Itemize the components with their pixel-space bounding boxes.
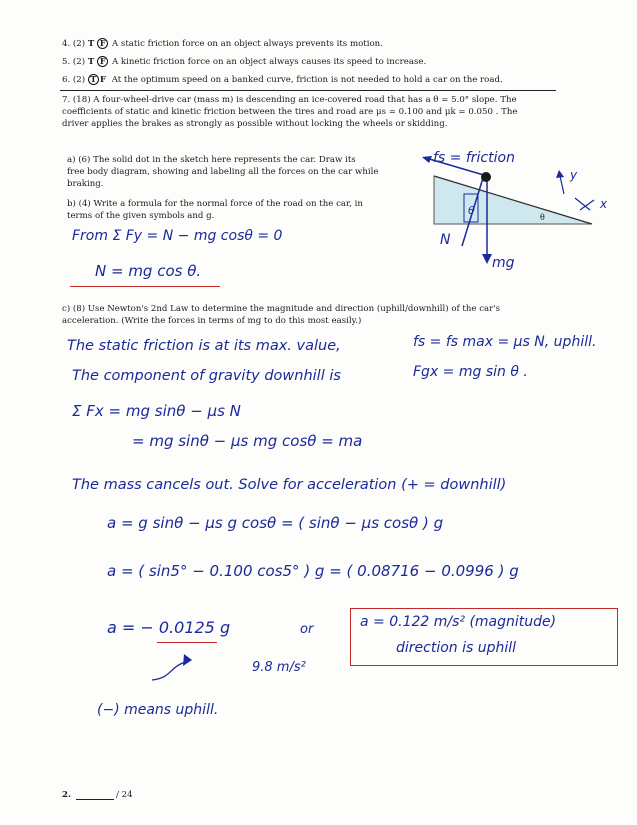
part-b-line-1: b) (4) Write a formula for the normal force of the road on the car, in <box>67 199 363 209</box>
hw-accel-formula: a = g sinθ − μs g cosθ = ( sinθ − μs cosθ ) g <box>107 514 444 532</box>
gravity-label: mg <box>492 255 515 271</box>
question-text: A kinetic friction force on an object always causes its speed to increase. <box>111 57 427 67</box>
answer-underline <box>70 286 220 287</box>
divider <box>60 90 556 91</box>
part-a-line-1: a) (6) The solid dot in the sketch here represents the car. Draw its <box>67 155 356 165</box>
hw-direction: direction is uphill <box>396 640 517 656</box>
hw-fgx: Fgx = mg sin θ . <box>413 364 528 380</box>
friction-label: fs = friction <box>433 150 515 166</box>
hw-accel-numeric: a = ( sin5° − 0.100 cos5° ) g = ( 0.08716 − 0.0996 ) g <box>107 562 519 580</box>
inner-angle-label: θ <box>468 204 475 217</box>
part-a-line-2: free body diagram, showing and labeling all the forces on the car while <box>67 167 379 177</box>
hw-static-friction: The static friction is at its max. value, <box>67 338 341 354</box>
score-blank <box>76 799 114 800</box>
tf-question-6 <box>62 74 503 86</box>
true-option[interactable]: T <box>87 57 95 67</box>
tf-question-4 <box>62 38 383 50</box>
hw-newton-eq: = mg sinθ − μs mg cosθ = ma <box>132 432 363 450</box>
false-option-circled[interactable]: F <box>97 56 108 67</box>
problem-7-line-2: coefficients of static and kinetic friction between the tires and road are μs = 0.100 and μk = 0.050 . The <box>62 107 518 117</box>
problem-7-line-1: 7. (18) A four-wheel-drive car (mass m) is descending an ice-covered road that has a θ = 5.0° slope. The <box>62 95 517 105</box>
gravity-arrowhead <box>482 254 492 264</box>
corner-angle-label: θ <box>540 213 545 222</box>
x-axis-label: x <box>600 197 608 211</box>
part-b-answer-normal: N = mg cos θ. <box>95 262 202 280</box>
car-dot <box>481 172 491 182</box>
false-option-circled[interactable]: F <box>97 38 108 49</box>
hw-gravity-component: The component of gravity downhill is <box>72 368 341 384</box>
part-a-line-3: braking. <box>67 179 104 189</box>
true-option-circled[interactable]: T <box>88 74 99 85</box>
hw-sum-fx: Σ Fx = mg sinθ − μs N <box>72 402 241 420</box>
hw-g-value: 9.8 m/s² <box>252 660 306 675</box>
hw-magnitude: a = 0.122 m/s² (magnitude) <box>360 614 557 630</box>
y-axis-arrowhead <box>556 170 564 178</box>
hw-fs-max: fs = fs max = μs N, uphill. <box>413 334 597 350</box>
uphill-note-arrowhead <box>183 654 192 666</box>
question-text: At the optimum speed on a banked curve, friction is not needed to hold a car on the road. <box>111 75 503 85</box>
y-axis-arrow <box>560 176 564 194</box>
annotation-arrows <box>150 628 230 688</box>
true-option[interactable]: T <box>87 39 95 49</box>
question-number: 6. (2) <box>62 75 86 85</box>
hw-accel-result: a = − 0.0125 g <box>107 618 231 637</box>
hw-mass-cancels: The mass cancels out. Solve for acceleration (+ = downhill) <box>72 477 507 493</box>
false-option[interactable]: F <box>99 75 106 85</box>
part-c-line-1: c) (8) Use Newton's 2nd Law to determine the magnitude and direction (uphill/downhill) of the car's <box>62 304 501 314</box>
score-total: / 24 <box>116 790 133 800</box>
friction-arrowhead <box>422 156 432 163</box>
hw-uphill-meaning: (−) means uphill. <box>97 702 219 718</box>
y-axis-label: y <box>570 168 578 182</box>
tf-question-5 <box>62 56 426 68</box>
page-number: 2. <box>62 790 71 800</box>
hw-or: or <box>300 622 314 637</box>
uphill-note-arrow <box>152 662 186 680</box>
question-text: A static friction force on an object always prevents its motion. <box>111 39 383 49</box>
normal-force-label: N <box>440 232 451 248</box>
question-number: 5. (2) <box>62 57 86 67</box>
part-b-line-2: terms of the given symbols and g. <box>67 211 215 221</box>
part-b-answer-sum: From Σ Fy = N − mg cosθ = 0 <box>72 228 283 244</box>
free-body-diagram <box>420 148 610 288</box>
problem-7-line-3: driver applies the brakes as strongly as possible without locking the wheels or skidding. <box>62 119 448 129</box>
part-c-line-2: acceleration. (Write the forces in terms of mg to do this most easily.) <box>62 316 362 326</box>
question-number: 4. (2) <box>62 39 86 49</box>
x-axis-cross <box>580 200 594 210</box>
